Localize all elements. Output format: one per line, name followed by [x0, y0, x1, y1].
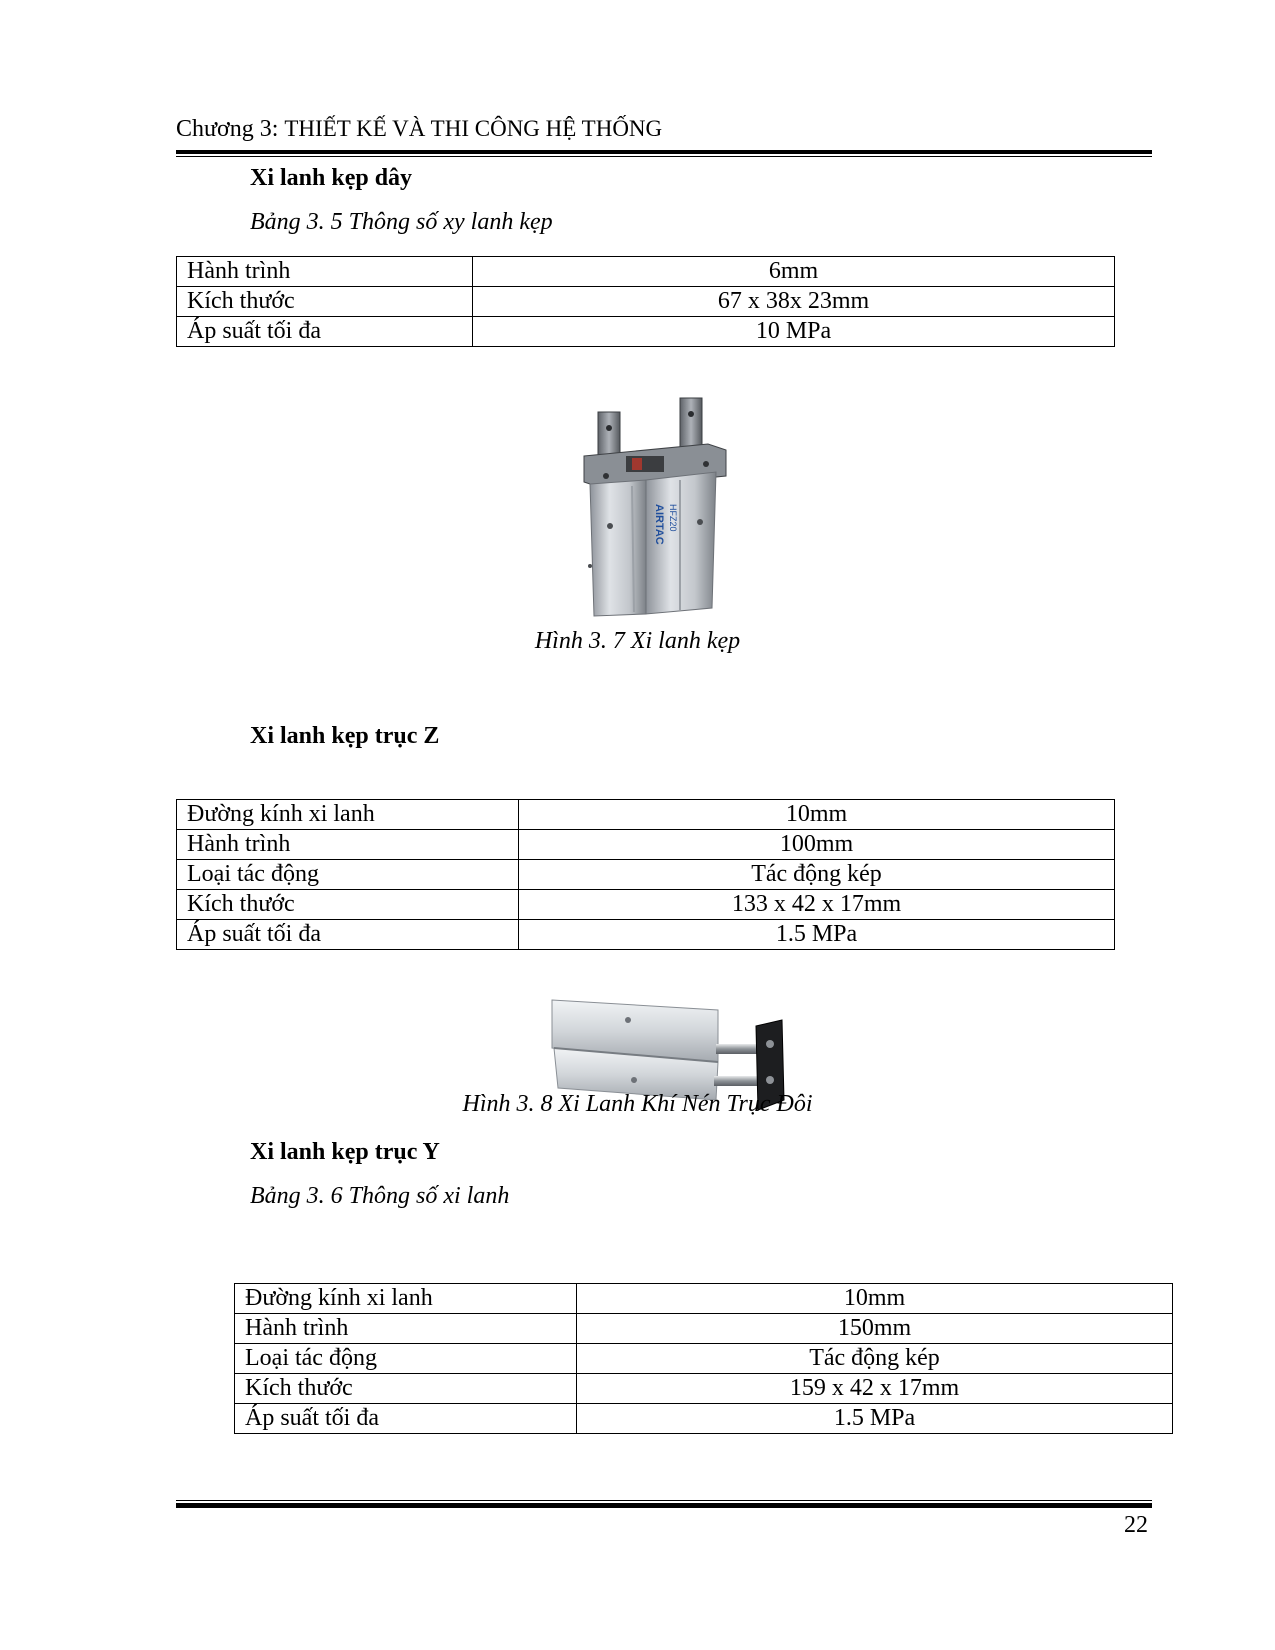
brand-label: AIRTAC: [653, 504, 665, 545]
row-value: 6mm: [473, 257, 1115, 287]
spec-table-clamp: [176, 256, 1115, 347]
table-caption-3-6: Bảng 3. 6 Thông số xi lanh: [250, 1183, 510, 1209]
row-label: Áp suất tối đa: [177, 317, 473, 347]
table-row: [235, 1344, 1173, 1374]
row-value: 10 MPa: [473, 317, 1115, 347]
footer-rule-thick: [176, 1503, 1152, 1508]
table-row: [235, 1314, 1173, 1344]
row-value: 133 x 42 x 17mm: [519, 890, 1115, 920]
row-value: 67 x 38x 23mm: [473, 287, 1115, 317]
footer-rule-thin: [176, 1500, 1152, 1501]
row-value: 100mm: [519, 830, 1115, 860]
row-value: Tác động kép: [577, 1344, 1173, 1374]
row-label: Hành trình: [177, 830, 519, 860]
table-row: [177, 920, 1115, 950]
header-rule-thin: [176, 156, 1152, 157]
model-label: HFZ20: [668, 504, 678, 532]
row-value: 159 x 42 x 17mm: [577, 1374, 1173, 1404]
chapter-title: THIẾT KẾ VÀ THI CÔNG HỆ THỐNG: [284, 116, 663, 141]
row-value: Tác động kép: [519, 860, 1115, 890]
table-row: [235, 1284, 1173, 1314]
page-number: 22: [1124, 1512, 1148, 1538]
table-row: [177, 830, 1115, 860]
table-row: [177, 287, 1115, 317]
table-row: [235, 1374, 1173, 1404]
row-label: Kích thước: [177, 287, 473, 317]
row-value: 1.5 MPa: [577, 1404, 1173, 1434]
row-label: Hành trình: [177, 257, 473, 287]
row-label: Hành trình: [235, 1314, 577, 1344]
table-row: [177, 860, 1115, 890]
table-row: [177, 800, 1115, 830]
row-label: Đường kính xi lanh: [177, 800, 519, 830]
section-heading-y-axis: Xi lanh kẹp trục Y: [250, 1139, 440, 1165]
table-row: [177, 257, 1115, 287]
header-rule-thick: [176, 150, 1152, 154]
row-label: Áp suất tối đa: [177, 920, 519, 950]
row-value: 1.5 MPa: [519, 920, 1115, 950]
section-heading-z-axis: Xi lanh kẹp trục Z: [250, 723, 440, 749]
row-value: 150mm: [577, 1314, 1173, 1344]
row-value: 10mm: [577, 1284, 1173, 1314]
page-header: [176, 116, 662, 143]
chapter-prefix: Chương 3:: [176, 116, 285, 142]
table-row: [235, 1404, 1173, 1434]
table-row: [177, 890, 1115, 920]
figure-caption-3-7: Hình 3. 7 Xi lanh kẹp: [534, 628, 741, 654]
section-heading-clamp-wire: Xi lanh kẹp dây: [250, 165, 413, 191]
table-row: [177, 317, 1115, 347]
row-label: Loại tác động: [235, 1344, 577, 1374]
row-label: Loại tác động: [177, 860, 519, 890]
gripper-cylinder-figure: [576, 394, 736, 624]
row-label: Kích thước: [235, 1374, 577, 1404]
spec-table-y-axis: [234, 1283, 1173, 1434]
spec-table-z-axis: [176, 799, 1115, 950]
figure-caption-3-8: Hình 3. 8 Xi Lanh Khí Nén Trục Đôi: [462, 1091, 813, 1117]
row-label: Kích thước: [177, 890, 519, 920]
row-value: 10mm: [519, 800, 1115, 830]
table-caption-3-5: Bảng 3. 5 Thông số xy lanh kẹp: [250, 209, 553, 235]
row-label: Đường kính xi lanh: [235, 1284, 577, 1314]
row-label: Áp suất tối đa: [235, 1404, 577, 1434]
